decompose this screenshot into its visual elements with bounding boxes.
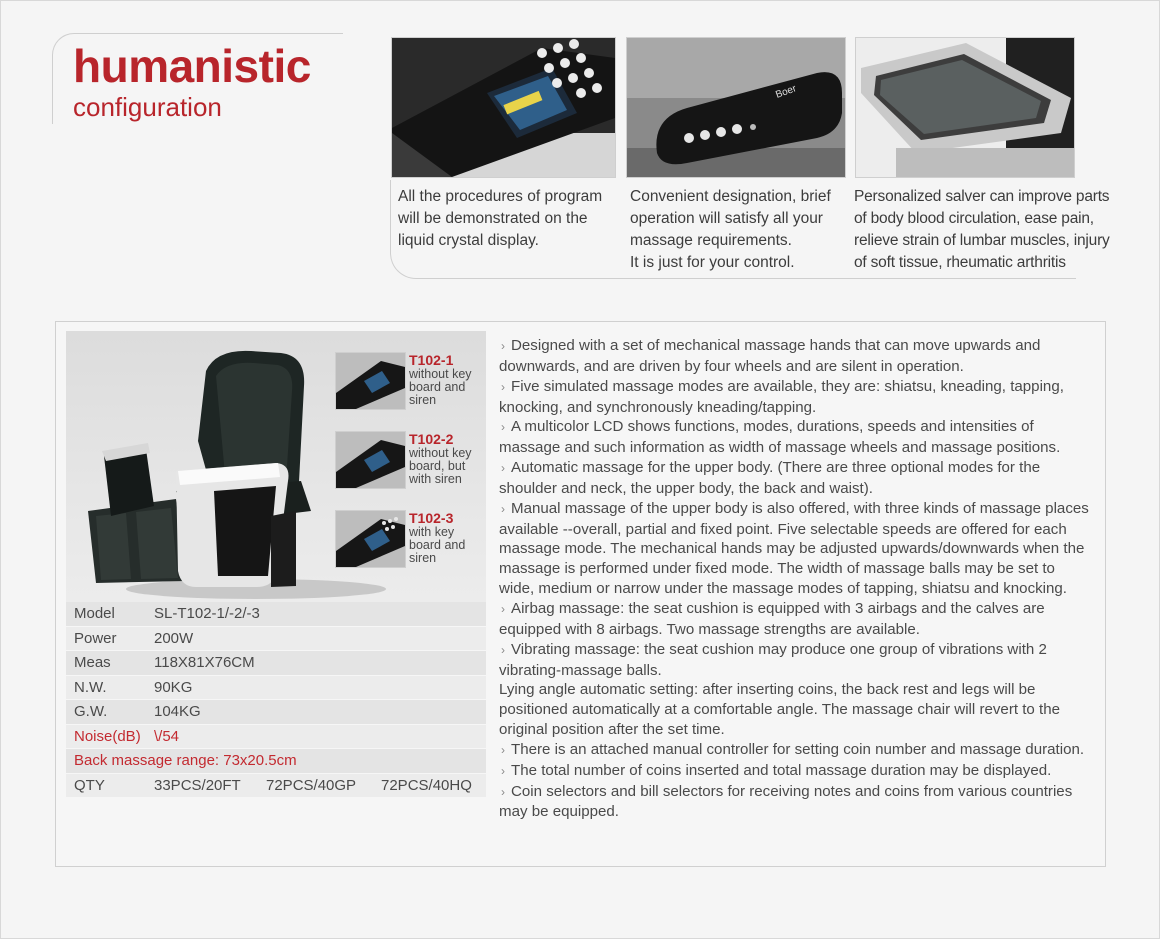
spec-label: Power — [74, 629, 117, 647]
spec-label: QTY — [74, 776, 105, 794]
feature-text-salver — [854, 186, 1110, 274]
spec-qty-20ft: 33PCS/20FT — [154, 776, 241, 794]
feature-text-line: liquid crystal display. — [398, 232, 539, 249]
spec-value: SL-T102-1/-2/-3 — [154, 605, 260, 622]
bullet-chevron-icon: › — [501, 784, 505, 799]
description-item — [499, 336, 1094, 377]
variant-code: T102-3 — [409, 510, 454, 526]
description-item — [499, 640, 1094, 681]
description-item — [499, 417, 1094, 458]
spec-back-range: Back massage range: 73x20.5cm — [74, 752, 297, 769]
description-item — [499, 761, 1094, 782]
spec-table — [66, 602, 486, 798]
description-text: Airbag massage: the seat cushion is equipped with 3 airbags and the calves are equipped with 8 airbags. Two massage strengths are available. — [499, 599, 1045, 638]
spec-label: Noise(dB) — [74, 727, 141, 745]
description-text: Coin selectors and bill selectors for receiving notes and coins from various countries may be equipped. — [499, 782, 1073, 821]
description-item — [499, 599, 1094, 640]
feature-text-line: relieve strain of lumbar muscles, injury — [854, 232, 1110, 249]
description-text: Designed with a set of mechanical massage hands that can move upwards and downwards, and are driven by four wheels and are silent in operation. — [499, 337, 1041, 375]
spec-value: 200W — [154, 629, 194, 647]
spec-value: 90KG — [154, 678, 193, 696]
bullet-chevron-icon: › — [501, 601, 505, 616]
bullet-chevron-icon: › — [501, 742, 505, 757]
spec-row-noise — [66, 725, 486, 750]
spec-row-back-range — [66, 749, 486, 774]
variant-t102-2 — [335, 431, 485, 489]
spec-label: Meas — [74, 654, 111, 671]
page-title: humanistic — [73, 40, 311, 92]
variant-desc-line: with siren — [409, 472, 462, 486]
feature-text-line: operation will satisfy all your — [630, 210, 823, 227]
spec-value: 118X81X76CM — [154, 654, 255, 671]
description-item — [499, 680, 1094, 740]
description-text: Manual massage of the upper body is also offered, with three kinds of massage places available --overall, partial and fixed point. Five selectable speeds are offered for each massage mode. The mechanical hands may be adjusted upwards/downwards when the massage is performed under fixed mode. The width of massage balls may be set to wide, medium or narrow under the massage modes of tapping, shiatsu and knocking. — [499, 499, 1089, 598]
spec-qty-40gp: 72PCS/40GP — [266, 776, 357, 794]
feature-text-line: Convenient designation, brief — [630, 188, 831, 205]
variant-code: T102-1 — [409, 352, 454, 368]
variant-description — [409, 526, 489, 565]
feature-text-controller — [630, 186, 831, 274]
variant-thumbnail — [335, 510, 406, 568]
bullet-chevron-icon: › — [501, 763, 505, 778]
spec-label: G.W. — [74, 703, 108, 720]
description-item — [499, 499, 1094, 599]
variant-code: T102-2 — [409, 431, 454, 447]
bullet-chevron-icon: › — [501, 339, 505, 353]
description-item — [499, 740, 1094, 761]
description-item — [499, 782, 1094, 823]
description-item — [499, 458, 1094, 499]
variant-description — [409, 447, 489, 486]
feature-description-list — [499, 336, 1094, 822]
feature-text-line: It is just for your control. — [630, 254, 795, 271]
feature-text-line: All the procedures of program — [398, 188, 603, 205]
feature-text-line: of soft tissue, rheumatic arthritis — [854, 254, 1066, 271]
description-item — [499, 377, 1094, 418]
bullet-chevron-icon: › — [501, 461, 505, 476]
description-text: Vibrating massage: the seat cushion may produce one group of vibrations with 2 vibrating-massage balls. — [499, 640, 1047, 679]
spec-value: 104KG — [154, 703, 201, 720]
variant-thumbnail — [335, 352, 406, 410]
feature-text-lcd — [398, 186, 602, 252]
salver-photo — [855, 37, 1075, 178]
description-text: There is an attached manual controller for setting coin number and massage duration. — [511, 740, 1085, 758]
spec-row-model — [66, 602, 486, 627]
feature-text-line: will be demonstrated on the — [398, 210, 588, 227]
spec-label: N.W. — [74, 678, 107, 696]
spec-row-nw — [66, 676, 486, 701]
description-text: Lying angle automatic setting: after inserting coins, the back rest and legs will be positioned automatically at a comfortable angle. The massage chair will revert to the original position after the set time. — [499, 681, 1060, 739]
description-text: The total number of coins inserted and total massage duration may be displayed. — [511, 761, 1052, 779]
spec-row-gw — [66, 700, 486, 725]
variant-thumbnail — [335, 431, 406, 489]
variant-desc-line: board and — [409, 380, 466, 394]
variant-desc-line: siren — [409, 393, 437, 407]
variant-desc-line: siren — [409, 551, 437, 565]
bullet-chevron-icon: › — [501, 642, 505, 657]
variant-t102-3 — [335, 510, 485, 568]
description-text: Automatic massage for the upper body. (There are three optional modes for the shoulder and neck, the upper body, the back and waist). — [499, 459, 1041, 497]
feature-text-line: of body blood circulation, ease pain, — [854, 210, 1094, 227]
variant-t102-1 — [335, 352, 485, 410]
variant-desc-line: without key — [409, 367, 472, 381]
page-subtitle: configuration — [73, 92, 222, 122]
variant-desc-line: board, but — [409, 459, 466, 473]
spec-row-power — [66, 627, 486, 652]
spec-qty-40hq: 72PCS/40HQ — [381, 776, 472, 794]
bullet-chevron-icon: › — [501, 501, 505, 516]
spec-row-qty — [66, 774, 486, 799]
feature-text-line: massage requirements. — [630, 232, 792, 249]
variant-desc-line: without key — [409, 446, 472, 460]
controller-photo — [626, 37, 846, 178]
variant-description — [409, 368, 489, 407]
variant-desc-line: with key — [409, 525, 455, 539]
variant-desc-line: board and — [409, 538, 466, 552]
spec-label: Model — [74, 605, 115, 622]
description-text: Five simulated massage modes are available, they are: shiatsu, kneading, tapping, knocking, and synchronously kneading/tapping. — [499, 377, 1064, 416]
spec-row-meas — [66, 651, 486, 676]
svg-text:Boer: Boer — [774, 83, 798, 101]
spec-value: \/54 — [154, 727, 180, 745]
bullet-chevron-icon: › — [501, 379, 505, 394]
lcd-panel-photo — [391, 37, 616, 178]
description-text: A multicolor LCD shows functions, modes, durations, speeds and intensities of massage and such information as width of massage wheels and massage positions. — [499, 418, 1061, 457]
feature-text-line: Personalized salver can improve parts — [854, 188, 1110, 205]
bullet-chevron-icon: › — [501, 420, 505, 435]
